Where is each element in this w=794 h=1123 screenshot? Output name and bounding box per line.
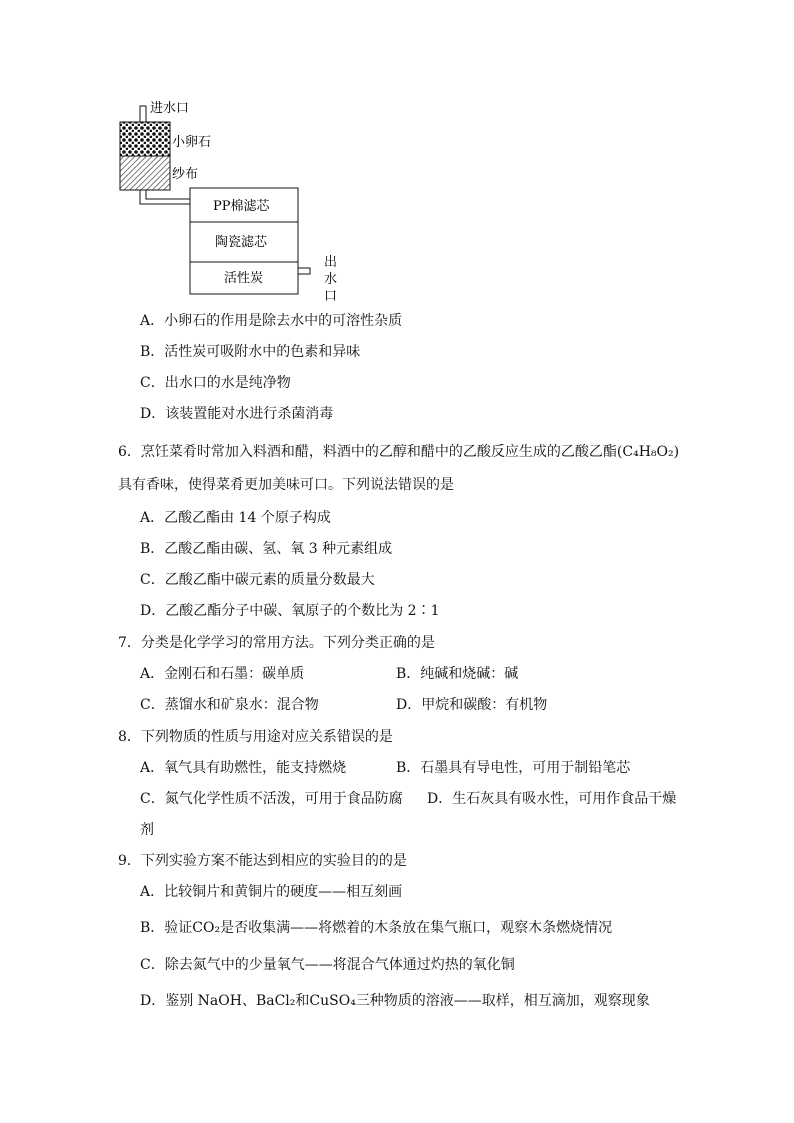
q7-option-d: D．甲烷和碳酸：有机物 — [396, 697, 548, 713]
ceramic-filter-label: 陶瓷滤芯 — [215, 235, 268, 250]
q5-option-d: D．该装置能对水进行杀菌消毒 — [140, 406, 334, 422]
q8-option-b: B．石墨具有导电性，可用于制铅笔芯 — [396, 760, 631, 776]
pebble-label: 小卵石 — [172, 135, 212, 150]
q6-stem-line1 — [118, 442, 794, 462]
outlet-label-1: 出 — [324, 255, 338, 270]
q9-option-a: A．比较铜片和黄铜片的硬度——相互刻画 — [140, 884, 403, 900]
q8-option-c: C．氮气化学性质不活泼，可用于食品防腐 — [140, 791, 403, 807]
q6-stem-text: 6．烹饪菜肴时常加入料酒和醋，料酒中的乙醇和醋中的乙酸反应生成的乙酸乙酯 — [118, 444, 617, 460]
q6-option-d: D．乙酸乙酯分子中碳、氧原子的个数比为 2∶1 — [140, 603, 440, 619]
pp-filter-label: PP棉滤芯 — [213, 199, 270, 214]
q5-option-a: A．小卵石的作用是除去水中的可溶性杂质 — [140, 313, 403, 329]
q9-option-c: C．除去氮气中的少量氧气——将混合气体通过灼热的氧化铜 — [140, 957, 515, 973]
q9-option-d: D．鉴别 NaOH、BaCl₂和CuSO₄三种物质的溶液——取样，相互滴加，观察现象 — [140, 993, 650, 1009]
q6-stem-line2: 具有香味，使得菜肴更加美味可口。下列说法错误的是 — [118, 477, 454, 493]
q6-option-b: B．乙酸乙酯由碳、氢、氧 3 种元素组成 — [140, 541, 393, 557]
q6-option-c: C．乙酸乙酯中碳元素的质量分数最大 — [140, 572, 375, 588]
q8-option-a: A．氧气具有助燃性，能支持燃烧 — [140, 760, 347, 776]
q7-option-a: A．金刚石和石墨：碳单质 — [140, 666, 305, 682]
q7-option-c: C．蒸馏水和矿泉水：混合物 — [140, 697, 319, 713]
q6-option-a: A．乙酸乙酯由 14 个原子构成 — [140, 510, 331, 526]
pebble-layer — [120, 122, 170, 156]
gauze-label: 纱布 — [172, 167, 199, 182]
water-purifier-diagram — [110, 96, 360, 306]
carbon-label: 活性炭 — [224, 271, 264, 286]
q7-stem: 7．分类是化学学习的常用方法。下列分类正确的是 — [118, 635, 435, 651]
q5-option-b: B．活性炭可吸附水中的色素和异味 — [140, 344, 361, 360]
q5-option-c: C．出水口的水是纯净物 — [140, 375, 291, 391]
inlet-label: 进水口 — [150, 101, 190, 116]
q8-option-d: D．生石灰具有吸水性，可用作食品干燥 — [427, 791, 677, 807]
q6-formula: (C₄H₈O₂) — [616, 444, 680, 460]
outlet-label-2: 水 — [324, 272, 338, 287]
q9-stem: 9．下列实验方案不能达到相应的实验目的的是 — [118, 853, 407, 869]
outlet-label-3: 口 — [324, 289, 338, 304]
q9-option-b: B．验证CO₂是否收集满——将燃着的木条放在集气瓶口，观察木条燃烧情况 — [140, 920, 613, 936]
gauze-layer — [120, 156, 170, 190]
q8-option-d-continued: 剂 — [140, 822, 154, 838]
q7-option-b: B．纯碱和烧碱：碱 — [396, 666, 519, 682]
q8-stem: 8．下列物质的性质与用途对应关系错误的是 — [118, 729, 393, 745]
